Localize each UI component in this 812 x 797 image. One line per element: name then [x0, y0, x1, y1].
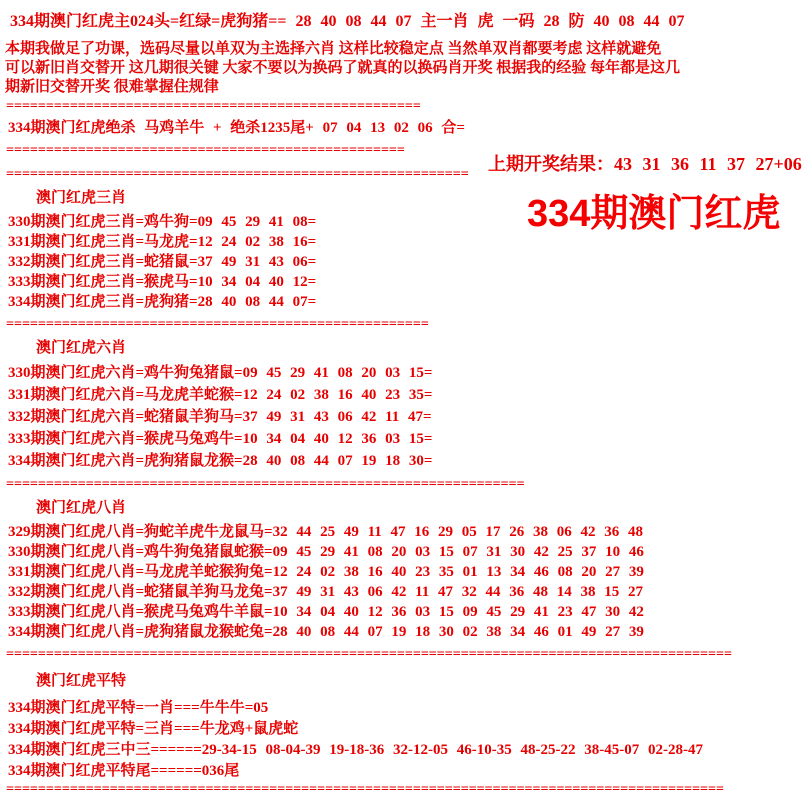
baxiao-row: 330期澳门红虎八肖=鸡牛狗兔猪鼠蛇猴=09 45 29 41 08 20 03 15 07 31 30 42 25 37 10 46 [8, 544, 644, 560]
pingte-row: 334期澳门红虎三中三======29-34-15 08-04-39 19-18-36 32-12-05 46-10-35 48-25-22 38-45-07 02-28-47 [8, 742, 703, 758]
liuxiao-row: 334期澳门红虎六肖=虎狗猪鼠龙猴=28 40 08 44 07 19 18 30= [8, 453, 433, 469]
liuxiao-row: 333期澳门红虎六肖=猴虎马兔鸡牛=10 34 04 40 12 36 03 15= [8, 431, 433, 447]
sanxiao-row: 332期澳门红虎三肖=蛇猪鼠=37 49 31 43 06= [8, 254, 317, 270]
main-prediction-line: 334期澳门红虎主024头=红绿=虎狗猪== 28 40 08 44 07 主一肖 虎 一码 28 防 40 08 44 07 [10, 13, 685, 30]
baxiao-section [0, 499, 812, 642]
liuxiao-row: 332期澳门红虎六肖=蛇猪鼠羊狗马=37 49 31 43 06 42 11 47= [8, 409, 432, 425]
sanxiao-row: 330期澳门红虎三肖=鸡牛狗=09 45 29 41 08= [8, 214, 317, 230]
separator-2: ================================================== [6, 143, 405, 158]
liuxiao-row: 330期澳门红虎六肖=鸡牛狗兔猪鼠=09 45 29 41 08 20 03 15= [8, 365, 433, 381]
separator-4: ===================================================== [6, 317, 429, 332]
liuxiao-row: 331期澳门红虎六肖=马龙虎羊蛇猴=12 24 02 38 16 40 23 35= [8, 387, 433, 403]
pingte-section [0, 672, 812, 782]
baxiao-row: 334期澳门红虎八肖=虎狗猪鼠龙猴蛇兔=28 40 08 44 07 19 18 30 02 38 34 46 01 49 27 39 [8, 624, 644, 640]
pingte-row: 334期澳门红虎平特=三肖===牛龙鸡+鼠虎蛇 [8, 721, 299, 737]
commentary-paragraph [5, 40, 812, 97]
liuxiao-section [0, 339, 812, 472]
pingte-rows [8, 698, 812, 782]
liuxiao-section-title: 澳门红虎六肖 [36, 340, 127, 356]
baxiao-rows [8, 522, 812, 642]
separator-7: ========================================================================================== [6, 782, 724, 797]
separator-3: ========================================================== [6, 167, 469, 182]
last-draw-result: 上期开奖结果：43 31 36 11 37 27+06 [488, 154, 802, 174]
baxiao-row: 333期澳门红虎八肖=猴虎马兔鸡牛羊鼠=10 34 04 40 12 36 03 15 09 45 29 41 23 47 30 42 [8, 604, 644, 620]
sanxiao-row: 334期澳门红虎三肖=虎狗猪=28 40 08 44 07= [8, 294, 317, 310]
sanxiao-section-title: 澳门红虎三肖 [36, 190, 127, 206]
pingte-row: 334期澳门红虎平特=一肖===牛牛牛=05 [8, 700, 269, 716]
commentary-line-2: 可以新旧肖交替开 这几期很关键 大家不要以为换码了就真的以换码肖开奖 根据我的经验 每年都是这几 [5, 60, 681, 76]
juesha-prediction-line: 334期澳门红虎绝杀 马鸡羊牛 + 绝杀1235尾+ 07 04 13 02 06 合= [8, 120, 465, 136]
baxiao-section-title: 澳门红虎八肖 [36, 500, 127, 516]
commentary-line-3: 期新旧交替开奖 很难掌握住规律 [5, 79, 219, 95]
separator-6: =========================================================================================== [6, 647, 732, 662]
liuxiao-rows [8, 362, 812, 472]
issue-big-title: 334期澳门红虎 [527, 193, 781, 235]
sanxiao-row: 333期澳门红虎三肖=猴虎马=10 34 04 40 12= [8, 274, 317, 290]
baxiao-row: 329期澳门红虎八肖=狗蛇羊虎牛龙鼠马=32 44 25 49 11 47 16 29 05 17 26 38 06 42 36 48 [8, 524, 644, 540]
sanxiao-row: 331期澳门红虎三肖=马龙虎=12 24 02 38 16= [8, 234, 317, 250]
pingte-row: 334期澳门红虎平特尾======036尾 [8, 763, 240, 779]
separator-5: ================================================================= [6, 477, 525, 492]
pingte-section-title: 澳门红虎平特 [36, 673, 127, 689]
baxiao-row: 331期澳门红虎八肖=马龙虎羊蛇猴狗兔=12 24 02 38 16 40 23 35 01 13 34 46 08 20 27 39 [8, 564, 644, 580]
separator-1: ==================================================== [6, 99, 421, 114]
baxiao-row: 332期澳门红虎八肖=蛇猪鼠羊狗马龙兔=37 49 31 43 06 42 11 47 32 44 36 48 14 38 15 27 [8, 584, 644, 600]
commentary-line-1: 本期我做足了功课，选码尽量以单双为主选择六肖 这样比较稳定点 当然单双肖都要考虑 这样就避免 [5, 41, 662, 57]
